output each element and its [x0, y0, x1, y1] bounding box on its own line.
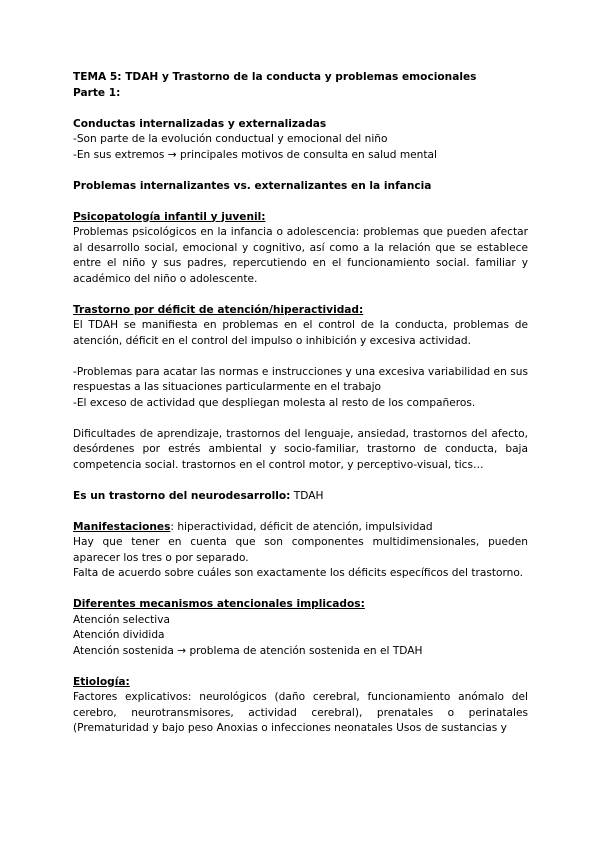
section-heading-tdah: Trastorno por déficit de atención/hiperactividad: [73, 303, 364, 316]
paragraph: -El exceso de actividad que despliegan molesta al resto de los compañeros. [73, 396, 476, 409]
section-heading-etiologia: Etiología: [73, 675, 130, 688]
section-heading-mecanismos: Diferentes mecanismos atencionales implicados: [73, 598, 365, 610]
paragraph: -Problemas para acatar las normas e instrucciones y una excesiva variabilidad en sus respuestas a las situaciones particularmente en el trabajo [73, 365, 528, 393]
list-item: Atención dividida [73, 629, 165, 641]
paragraph: Falta de acuerdo sobre cuáles son exactamente los déficits específicos del trastorno. [73, 567, 524, 579]
doc-subtitle: Parte 1: [73, 86, 121, 99]
paragraph: Problemas psicológicos en la infancia o adolescencia: problemas que pueden afectar al desarrollo social, emocional y cognitivo, así como a la relación que se establece entre el niño y sus padres, repercutiendo en el funcionamiento social. familiar y académico del niño o adolescente. [73, 226, 528, 285]
doc-title: TEMA 5: TDAH y Trastorno de la conducta y problemas emocionales [73, 71, 477, 83]
neurodesarrollo-line [73, 489, 528, 505]
list-item: Atención selectiva [73, 613, 170, 626]
section-heading-neurodesarrollo: Es un trastorno del neurodesarrollo: [73, 489, 291, 502]
paragraph: Hay que tener en cuenta que son componentes multidimensionales, pueden aparecer los tres o por separado. [73, 536, 528, 564]
document-page [73, 70, 528, 737]
list-item: -Son parte de la evolución conductual y emocional del niño [73, 133, 388, 145]
manifestaciones-value: : hiperactividad, déficit de atención, impulsividad [170, 520, 433, 533]
section-heading-manifestaciones: Manifestaciones [73, 520, 171, 533]
manifestaciones-line [73, 520, 528, 536]
list-item: -En sus extremos → principales motivos de consulta en salud mental [73, 148, 437, 161]
section-heading-problemas: Problemas internalizantes vs. externalizantes en la infancia [73, 179, 432, 192]
paragraph: Factores explicativos: neurológicos (daño cerebral, funcionamiento anómalo del cerebro, neurotransmisores, actividad cerebral), prenatales o perinatales (Prematuridad y bajo peso Anoxias o infecciones neonatales Usos de sustancias y [73, 691, 528, 734]
section-heading-psicopatologia: Psicopatología infantil y juvenil: [73, 210, 266, 223]
paragraph: El TDAH se manifiesta en problemas en el control de la conducta, problemas de atención, déficit en el control del impulso o inhibición y excesiva actividad. [73, 319, 528, 347]
section-heading-conductas: Conductas internalizadas y externalizadas [73, 117, 327, 130]
list-item: Atención sostenida → problema de atención sostenida en el TDAH [73, 644, 423, 657]
neurodesarrollo-value: TDAH [290, 489, 324, 502]
paragraph: Dificultades de aprendizaje, trastornos del lenguaje, ansiedad, trastornos del afecto, desórdenes por estrés ambiental y socio-familiar, trastorno de conducta, baja competencia social. trastornos en el control motor, y perceptivo-visual, tics… [73, 427, 528, 471]
